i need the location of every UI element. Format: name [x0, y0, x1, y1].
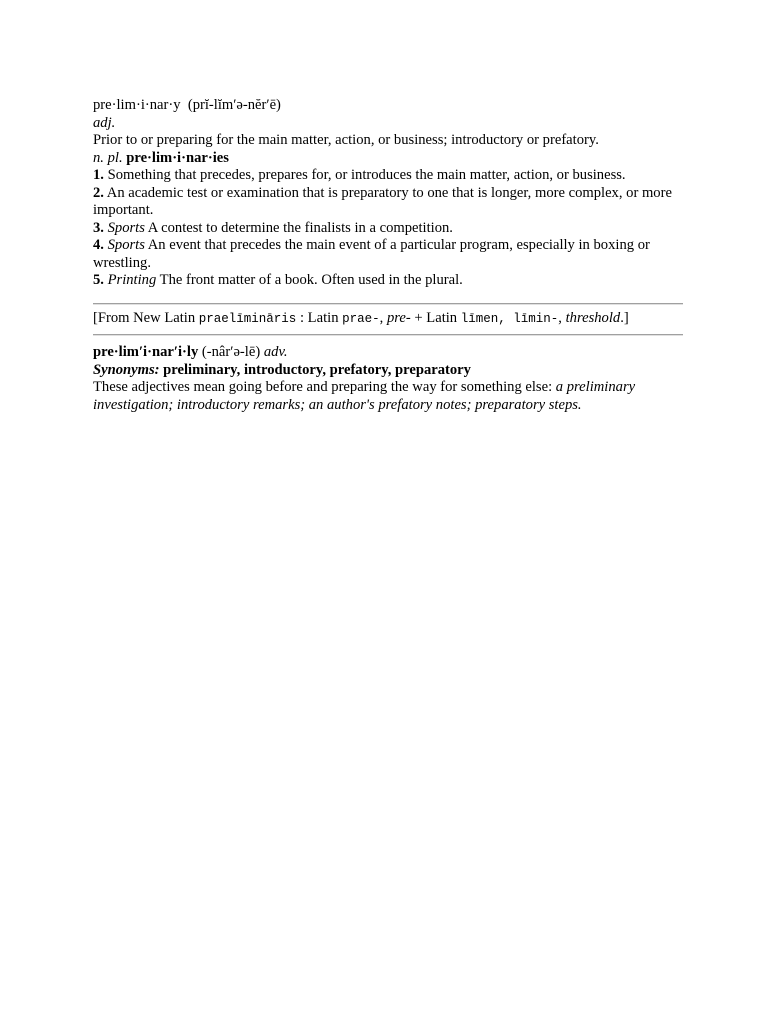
- divider-bottom: [93, 334, 683, 336]
- noun-plural-line: [93, 150, 683, 168]
- synonyms-label: Synonyms:: [93, 361, 160, 378]
- sense-number: 2.: [93, 184, 104, 201]
- etymology: [From New Latin praelīmināris : Latin prae-, pre- + Latin līmen, līmin-, threshold.]: [93, 309, 629, 326]
- etym-form: praelīmināris: [198, 311, 297, 326]
- sense-item: [93, 167, 683, 185]
- headword: pre·lim·i·nar·y: [93, 97, 181, 113]
- plural-form: pre·lim·i·nar·ies: [126, 149, 229, 166]
- pronunciation: (prĭ-lĭmʹə-nĕrʹē): [187, 97, 281, 113]
- derived-pos: adv.: [263, 344, 288, 360]
- synonyms-list: preliminary, introductory, prefatory, preparatory: [163, 361, 471, 378]
- sense-text: A contest to determine the finalists in a competition.: [147, 219, 453, 236]
- adj-definition: Prior to or preparing for the main matter, action, or business; introductory or prefatory.: [93, 132, 599, 148]
- sense-number: 1.: [93, 167, 104, 183]
- etym-form: līmen, līmin-: [460, 311, 559, 326]
- headword-line: [93, 97, 683, 115]
- synonyms-examples: a preliminary investigation; introductory remarks; an author's prefatory notes; preparatory steps.: [93, 379, 636, 413]
- derived-pronunciation: (-nârʹə-lē): [201, 344, 261, 360]
- dictionary-entry: [93, 97, 683, 414]
- sense-number: 5.: [93, 272, 104, 288]
- sense-text: An academic test or examination that is preparatory to one that is longer, more complex, or more important.: [93, 184, 672, 218]
- part-of-speech: adj.: [93, 114, 116, 131]
- sense-item: [93, 185, 683, 220]
- noun-pos: n. pl.: [93, 149, 123, 166]
- synonyms-line: [93, 362, 683, 380]
- sense-item: [93, 272, 683, 290]
- sense-label: Sports: [107, 219, 145, 236]
- sense-text: Something that precedes, prepares for, or introduces the main matter, action, or business.: [107, 167, 626, 183]
- etym-prefix: pre-: [386, 309, 411, 326]
- sense-text: An event that precedes the main event of a particular program, especially in boxing or wrestling.: [93, 237, 650, 271]
- sense-number: 3.: [93, 219, 104, 236]
- sense-label: Printing: [107, 272, 157, 288]
- derived-word: pre·limʹi·narʹi·ly: [93, 344, 199, 360]
- sense-number: 4.: [93, 237, 104, 253]
- sense-list: [93, 167, 683, 290]
- sense-text: The front matter of a book. Often used in the plural.: [159, 272, 463, 288]
- sense-item: [93, 220, 683, 238]
- synonyms-note: These adjectives mean going before and preparing the way for something else: a preliminary investigation; introductory remarks; an author's prefatory notes; preparatory steps.: [93, 379, 636, 413]
- derived-form: [93, 344, 683, 362]
- sense-label: Sports: [107, 237, 145, 253]
- etym-gloss: threshold: [565, 309, 621, 326]
- sense-item: [93, 237, 683, 272]
- etym-form: prae-: [342, 311, 380, 326]
